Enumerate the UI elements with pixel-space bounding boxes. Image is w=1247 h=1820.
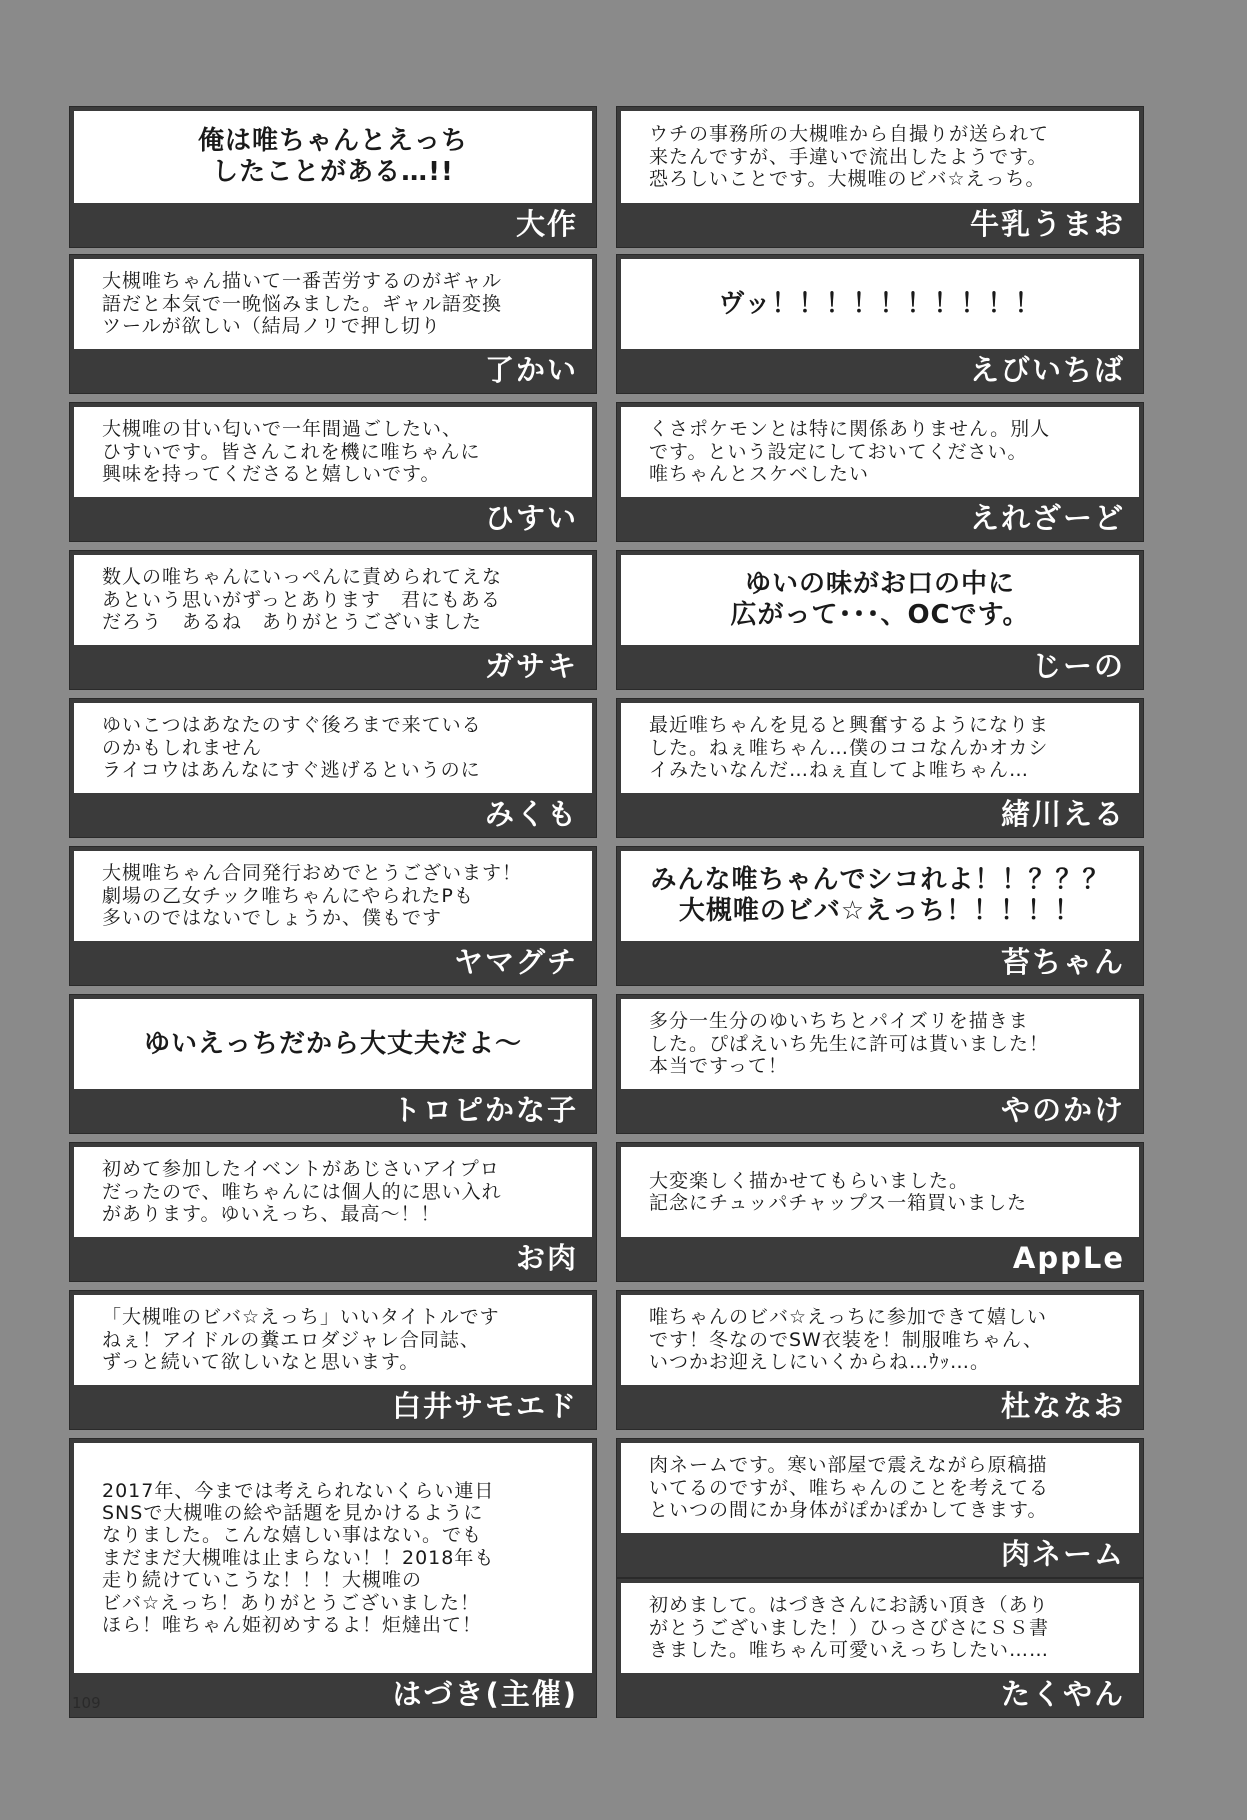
comment-card-ebiichiba <box>617 255 1143 393</box>
comment-text: くさポケモンとは特に関係ありません。別人 です。という設定にしておいてください。 唯ちゃんとスケベしたい <box>621 407 1139 497</box>
author-name: たくやん <box>1000 1677 1125 1711</box>
comment-card-gasaki <box>70 551 596 689</box>
comment-text: みんな唯ちゃんでシコれよ！！？？？ 大槻唯のビバ☆えっち！！！！！ <box>621 851 1139 941</box>
comment-text: ウチの事務所の大槻唯から自撮りが送られて 来たんですが、手違いで流出したようです。 恐ろしいことです。大槻唯のビバ☆えっち。 <box>621 111 1139 203</box>
author-name: みくも <box>484 797 578 831</box>
comment-card-hazuki-organizer <box>70 1439 596 1717</box>
author-name: ヤマグチ <box>453 945 578 979</box>
comment-card-niku-name <box>617 1439 1143 1577</box>
comment-card-shirai-samoyed <box>70 1291 596 1429</box>
comment-card-hisui <box>70 403 596 541</box>
comment-card-mikumo <box>70 699 596 837</box>
author-name: ひすい <box>484 501 578 535</box>
author-name: 白井サモエド <box>391 1389 578 1423</box>
author-name: じーの <box>1031 649 1125 683</box>
comment-text: 大槻唯ちゃん描いて一番苦労するのがギャル 語だと本気で一晩悩みました。ギャル語変換 ツールが欲しい（結局ノリで押し切り <box>74 259 592 349</box>
author-name: お肉 <box>515 1241 578 1275</box>
author-name: トロピかな子 <box>391 1093 578 1127</box>
author-name: はづき(主催) <box>392 1677 578 1711</box>
comment-card-ogawa-eru <box>617 699 1143 837</box>
comment-text: 最近唯ちゃんを見ると興奮するようになりま した。ねぇ唯ちゃん…僕のココなんかオカシ イみたいなんだ…ねぇ直してよ唯ちゃん… <box>621 703 1139 793</box>
author-name: 牛乳うまお <box>969 207 1125 241</box>
comment-text: 「大槻唯のビバ☆えっち」いいタイトルです ねぇ！アイドルの糞エロダジャレ合同誌、 ずっと続いて欲しいなと思います。 <box>74 1295 592 1385</box>
comment-text: 数人の唯ちゃんにいっぺんに責められてえな あという思いがずっとあります 君にもある だろう あるね ありがとうございました <box>74 555 592 645</box>
author-name: ガサキ <box>484 649 578 683</box>
comment-card-gyunyu-umao <box>617 107 1143 247</box>
author-name: やのかけ <box>1000 1093 1125 1127</box>
comment-card-oniku <box>70 1143 596 1281</box>
author-name: 緒川える <box>1000 797 1125 831</box>
comment-card-yanokake <box>617 995 1143 1133</box>
comment-text: 多分一生分のゆいちちとパイズリを描きま した。ぴぱえいち先生に許可は貰いました！ 本当ですって！ <box>621 999 1139 1089</box>
comment-card-jino <box>617 551 1143 689</box>
comment-text: 大変楽しく描かせてもらいました。 記念にチュッパチャップス一箱買いました <box>621 1147 1139 1237</box>
comment-card-ryokai <box>70 255 596 393</box>
author-name: 杜ななお <box>1000 1389 1125 1423</box>
author-name: えびいちば <box>969 353 1125 387</box>
comment-card-apple <box>617 1143 1143 1281</box>
author-name: AppLe <box>1012 1241 1125 1275</box>
comment-card-erezado <box>617 403 1143 541</box>
comment-text: ゆいえっちだから大丈夫だよ～ <box>74 999 592 1089</box>
comment-text: ヴッ！！！！！！！！！！ <box>621 259 1139 349</box>
comment-text: 初めて参加したイベントがあじさいアイプロ だったので、唯ちゃんには個人的に思い入れ があります。ゆいえっち、最高～！！ <box>74 1147 592 1237</box>
comment-text: ゆいの味がお口の中に 広がって･･･、OCです。 <box>621 555 1139 645</box>
comment-card-takuyan <box>617 1579 1143 1717</box>
comment-text: 2017年、今までは考えられないくらい連日 SNSで大槻唯の絵や話題を見かけるように なりました。こんな嬉しい事はない。でも まだまだ大槻唯は止まらない！！2018年も 走り続けていこうな！！！大槻唯の ビバ☆えっち！ありがとうございました！ ほら！唯ちゃん姫初めするよ！炬燵出て！ <box>74 1443 592 1673</box>
author-name: えれざーど <box>969 501 1125 535</box>
page-number: 109 <box>72 1694 101 1712</box>
comment-text: 初めまして。はづきさんにお誘い頂き（あり がとうございました！）ひっさびさにＳＳ書 きました。唯ちゃん可愛いえっちしたい…… <box>621 1583 1139 1673</box>
comment-text: 大槻唯ちゃん合同発行おめでとうございます！ 劇場の乙女チック唯ちゃんにやられたPも 多いのではないでしょうか、僕もです <box>74 851 592 941</box>
author-name: 肉ネーム <box>1000 1537 1125 1571</box>
comment-card-tropikanako <box>70 995 596 1133</box>
author-name: 苔ちゃん <box>1000 945 1125 979</box>
comment-text: 大槻唯の甘い匂いで一年間過ごしたい、 ひすいです。皆さんこれを機に唯ちゃんに 興味を持ってくださると嬉しいです。 <box>74 407 592 497</box>
author-name: 了かい <box>484 353 578 387</box>
comment-text: 唯ちゃんのビバ☆えっちに参加できて嬉しい です！冬なのでSW衣装を！制服唯ちゃん、 いつかお迎えしにいくからね…ｳｯ…。 <box>621 1295 1139 1385</box>
comment-text: 肉ネームです。寒い部屋で震えながら原稿描 いてるのですが、唯ちゃんのことを考えてる といつの間にか身体がぽかぽかしてきます。 <box>621 1443 1139 1533</box>
comment-card-yamaguchi <box>70 847 596 985</box>
comment-text: ゆいこつはあなたのすぐ後ろまで来ている のかもしれません ライコウはあんなにすぐ逃げるというのに <box>74 703 592 793</box>
author-name: 大作 <box>515 207 578 241</box>
comment-text: 俺は唯ちゃんとえっち したことがある…!! <box>74 111 592 203</box>
comment-card-daisaku <box>70 107 596 247</box>
comment-card-mori-nanao <box>617 1291 1143 1429</box>
comment-card-koke-chan <box>617 847 1143 985</box>
